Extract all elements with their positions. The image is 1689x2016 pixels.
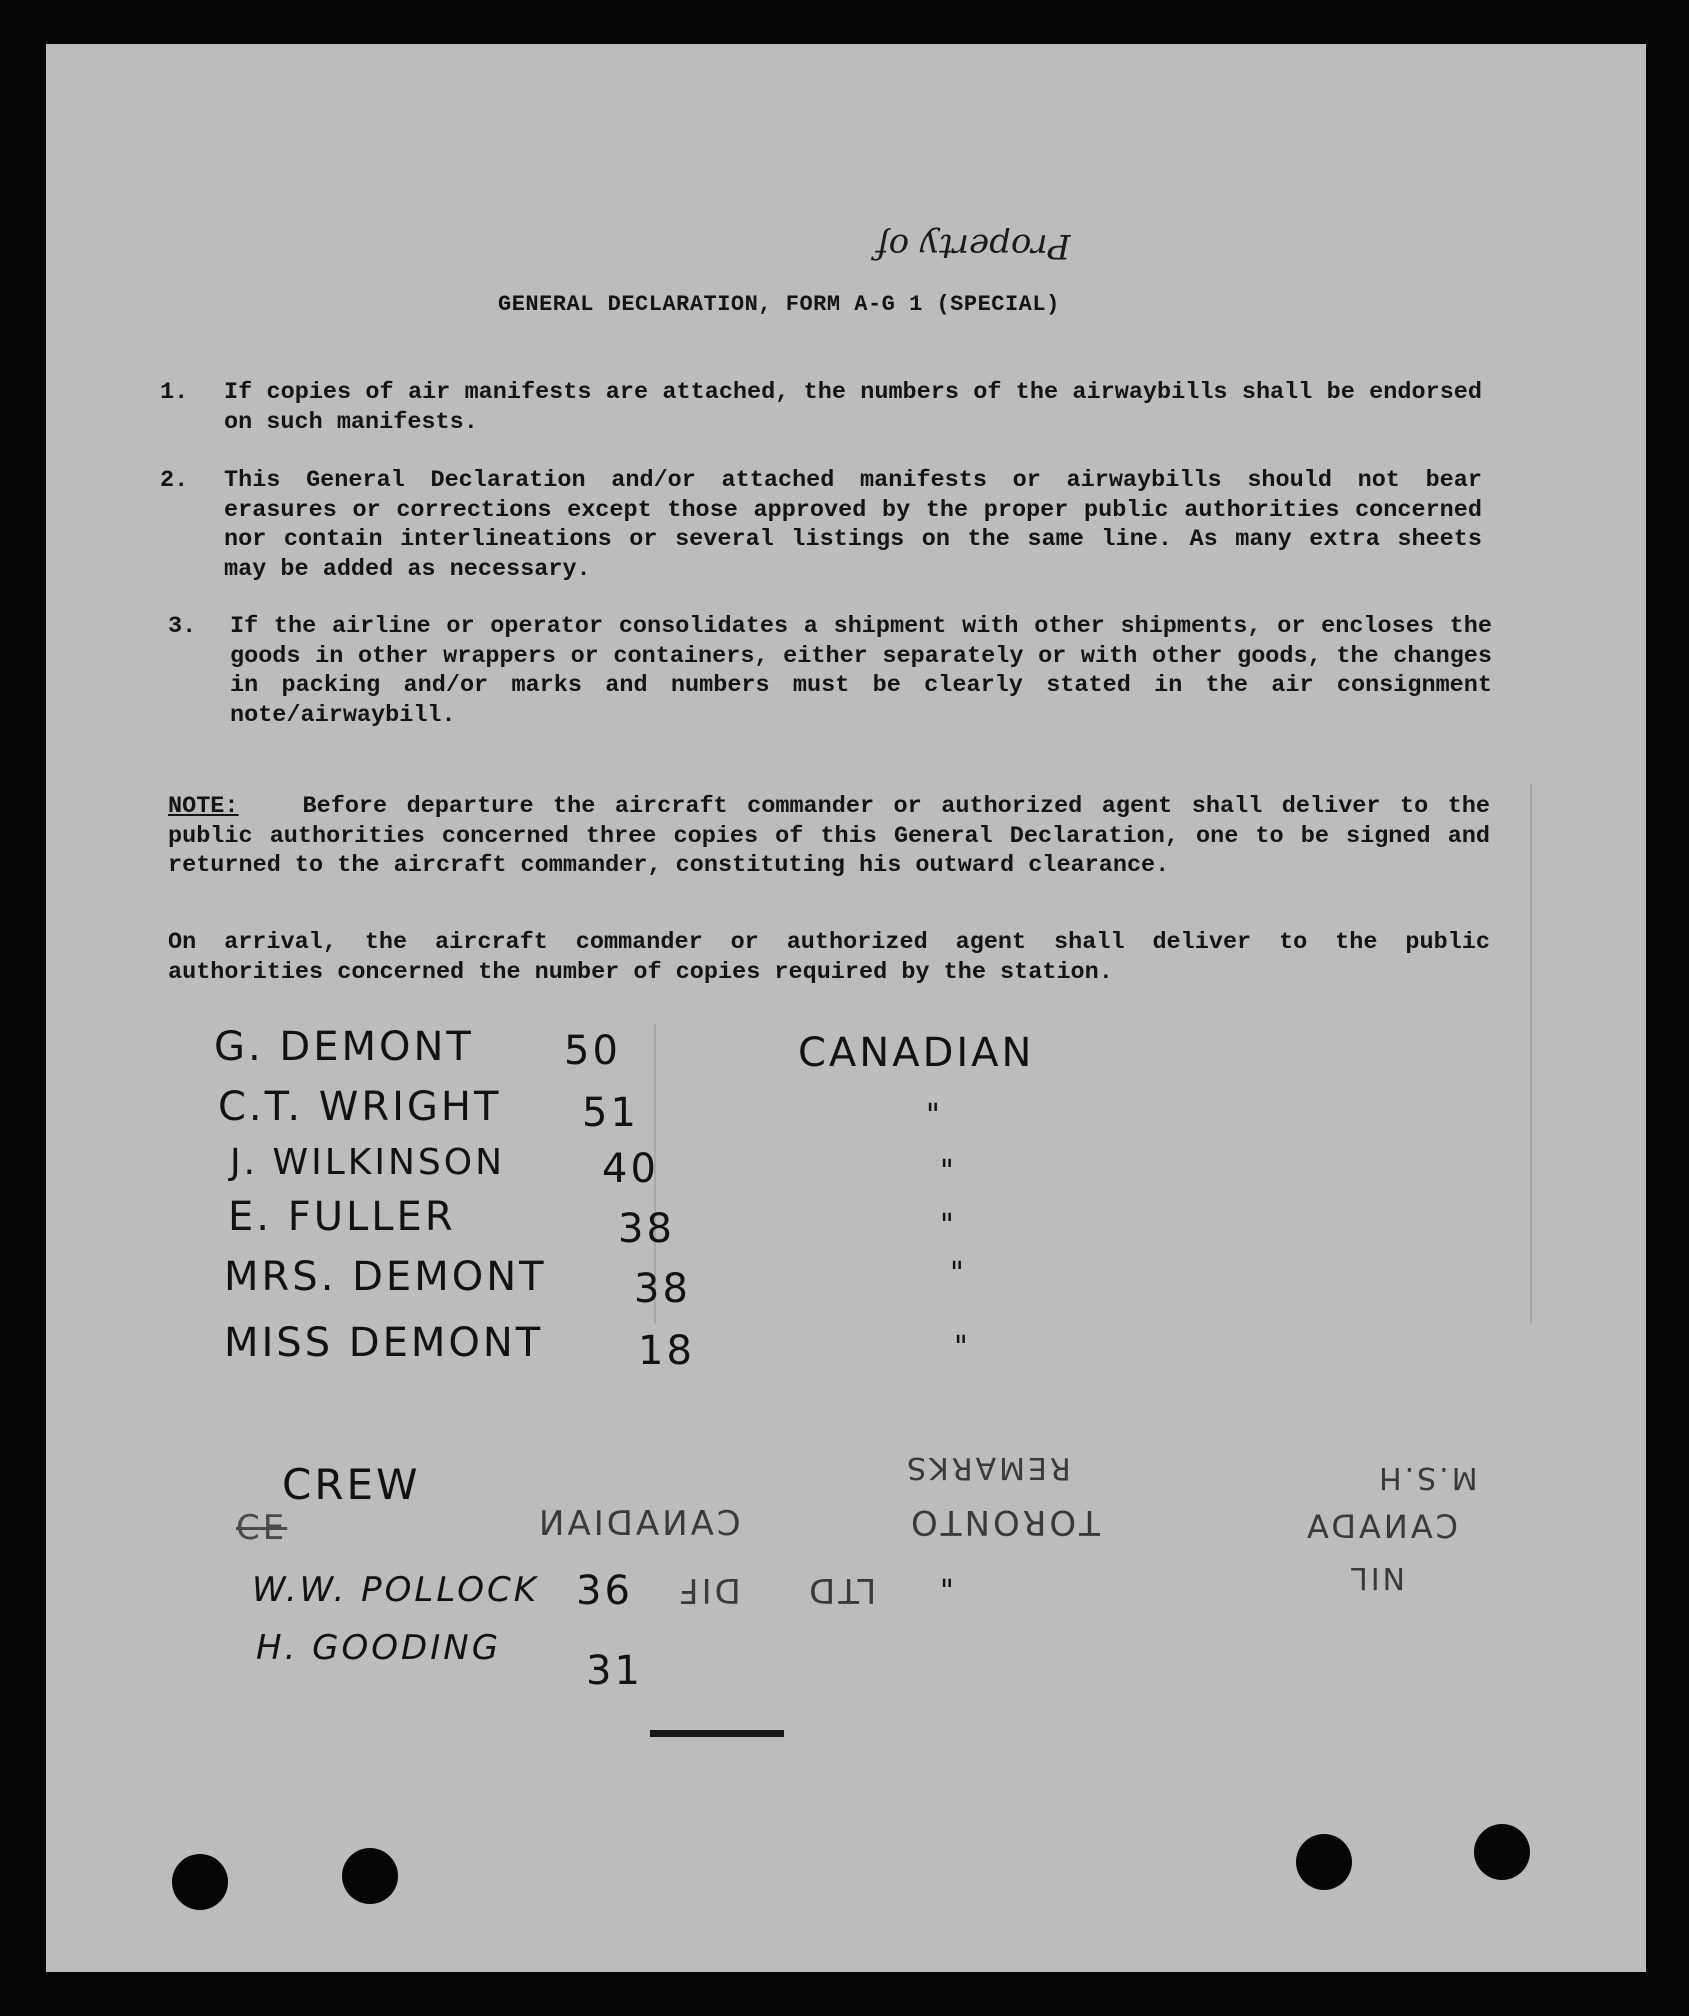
show-through-text: DIF xyxy=(676,1570,741,1610)
passenger-age: 38 xyxy=(634,1266,691,1312)
show-through-text: REMARKS xyxy=(904,1450,1071,1485)
crew-strikeout: CE xyxy=(236,1508,288,1548)
punch-hole xyxy=(172,1854,228,1910)
passenger-nationality-ditto: " xyxy=(954,1330,971,1365)
passenger-name: MISS DEMONT xyxy=(224,1320,544,1366)
passenger-name: C.T. WRIGHT xyxy=(218,1084,502,1130)
crew-ditto: " xyxy=(940,1574,957,1609)
crew-member-age: 31 xyxy=(586,1648,643,1694)
instruction-number: 1. xyxy=(160,379,189,406)
passenger-age: 51 xyxy=(582,1090,639,1136)
passenger-age: 38 xyxy=(618,1206,675,1252)
end-rule xyxy=(650,1730,784,1737)
instruction-text: If the airline or operator consolidates a shipment with other shipments, or encloses the goods in other wrappers or containers, either separately or with other goods, the changes in packing and/or marks and numbers must be clearly stated in the air consignment note/airwaybill. xyxy=(230,613,1492,729)
note-paragraph xyxy=(168,792,1490,881)
arrival-paragraph: On arrival, the aircraft commander or authorized agent shall deliver to the public authorities concerned the number of copies required by the station. xyxy=(168,929,1490,986)
show-through-text: TORONTO xyxy=(908,1502,1100,1542)
passenger-age: 18 xyxy=(638,1328,695,1374)
passenger-nationality-ditto: " xyxy=(950,1256,967,1291)
passenger-name: MRS. DEMONT xyxy=(224,1254,547,1300)
show-through-text: LTD xyxy=(806,1570,877,1610)
show-through-text: NIL xyxy=(1348,1560,1406,1595)
passenger-name: J. WILKINSON xyxy=(230,1142,506,1183)
passenger-name: G. DEMONT xyxy=(214,1024,474,1070)
note-label: NOTE: xyxy=(168,793,239,820)
handwritten-annotation-top: Property of xyxy=(876,226,1071,266)
instruction-number: 3. xyxy=(168,613,197,640)
passenger-age: 40 xyxy=(602,1146,659,1192)
passenger-nationality: CANADIAN xyxy=(798,1030,1035,1076)
document-sheet xyxy=(46,44,1646,1972)
punch-hole xyxy=(342,1848,398,1904)
crew-member-name: W.W. POLLOCK xyxy=(252,1570,540,1610)
faint-rule xyxy=(1530,784,1532,1324)
show-through-text: CANADA xyxy=(1304,1508,1459,1546)
crew-label: CREW xyxy=(282,1460,421,1509)
show-through-text: M.S.H xyxy=(1376,1460,1478,1495)
crew-member-name: H. GOODING xyxy=(256,1628,502,1668)
show-through-text: CANADIAN xyxy=(536,1504,741,1544)
passenger-age: 50 xyxy=(564,1028,621,1074)
form-title: GENERAL DECLARATION, FORM A-G 1 (SPECIAL) xyxy=(498,292,1060,317)
passenger-nationality-ditto: " xyxy=(940,1154,957,1189)
punch-hole xyxy=(1296,1834,1352,1890)
passenger-name: E. FULLER xyxy=(228,1194,456,1240)
passenger-nationality-ditto: " xyxy=(926,1098,943,1133)
note-text: Before departure the aircraft commander or authorized agent shall deliver to the public authorities concerned three copies of this General Declaration, one to be signed and returned to the aircraft commander, constituting his outward clearance. xyxy=(168,793,1490,879)
instruction-text: If copies of air manifests are attached, the numbers of the airwaybills shall be endorsed on such manifests. xyxy=(224,379,1482,436)
crew-member-age: 36 xyxy=(576,1568,633,1614)
instruction-text: This General Declaration and/or attached manifests or airwaybills should not bear erasures or corrections except those approved by the proper public authorities concerned nor contain interlineations or several listings on the same line. As many extra sheets may be added as necessary. xyxy=(224,467,1482,583)
instruction-number: 2. xyxy=(160,467,189,494)
punch-hole xyxy=(1474,1824,1530,1880)
passenger-nationality-ditto: " xyxy=(940,1208,957,1243)
